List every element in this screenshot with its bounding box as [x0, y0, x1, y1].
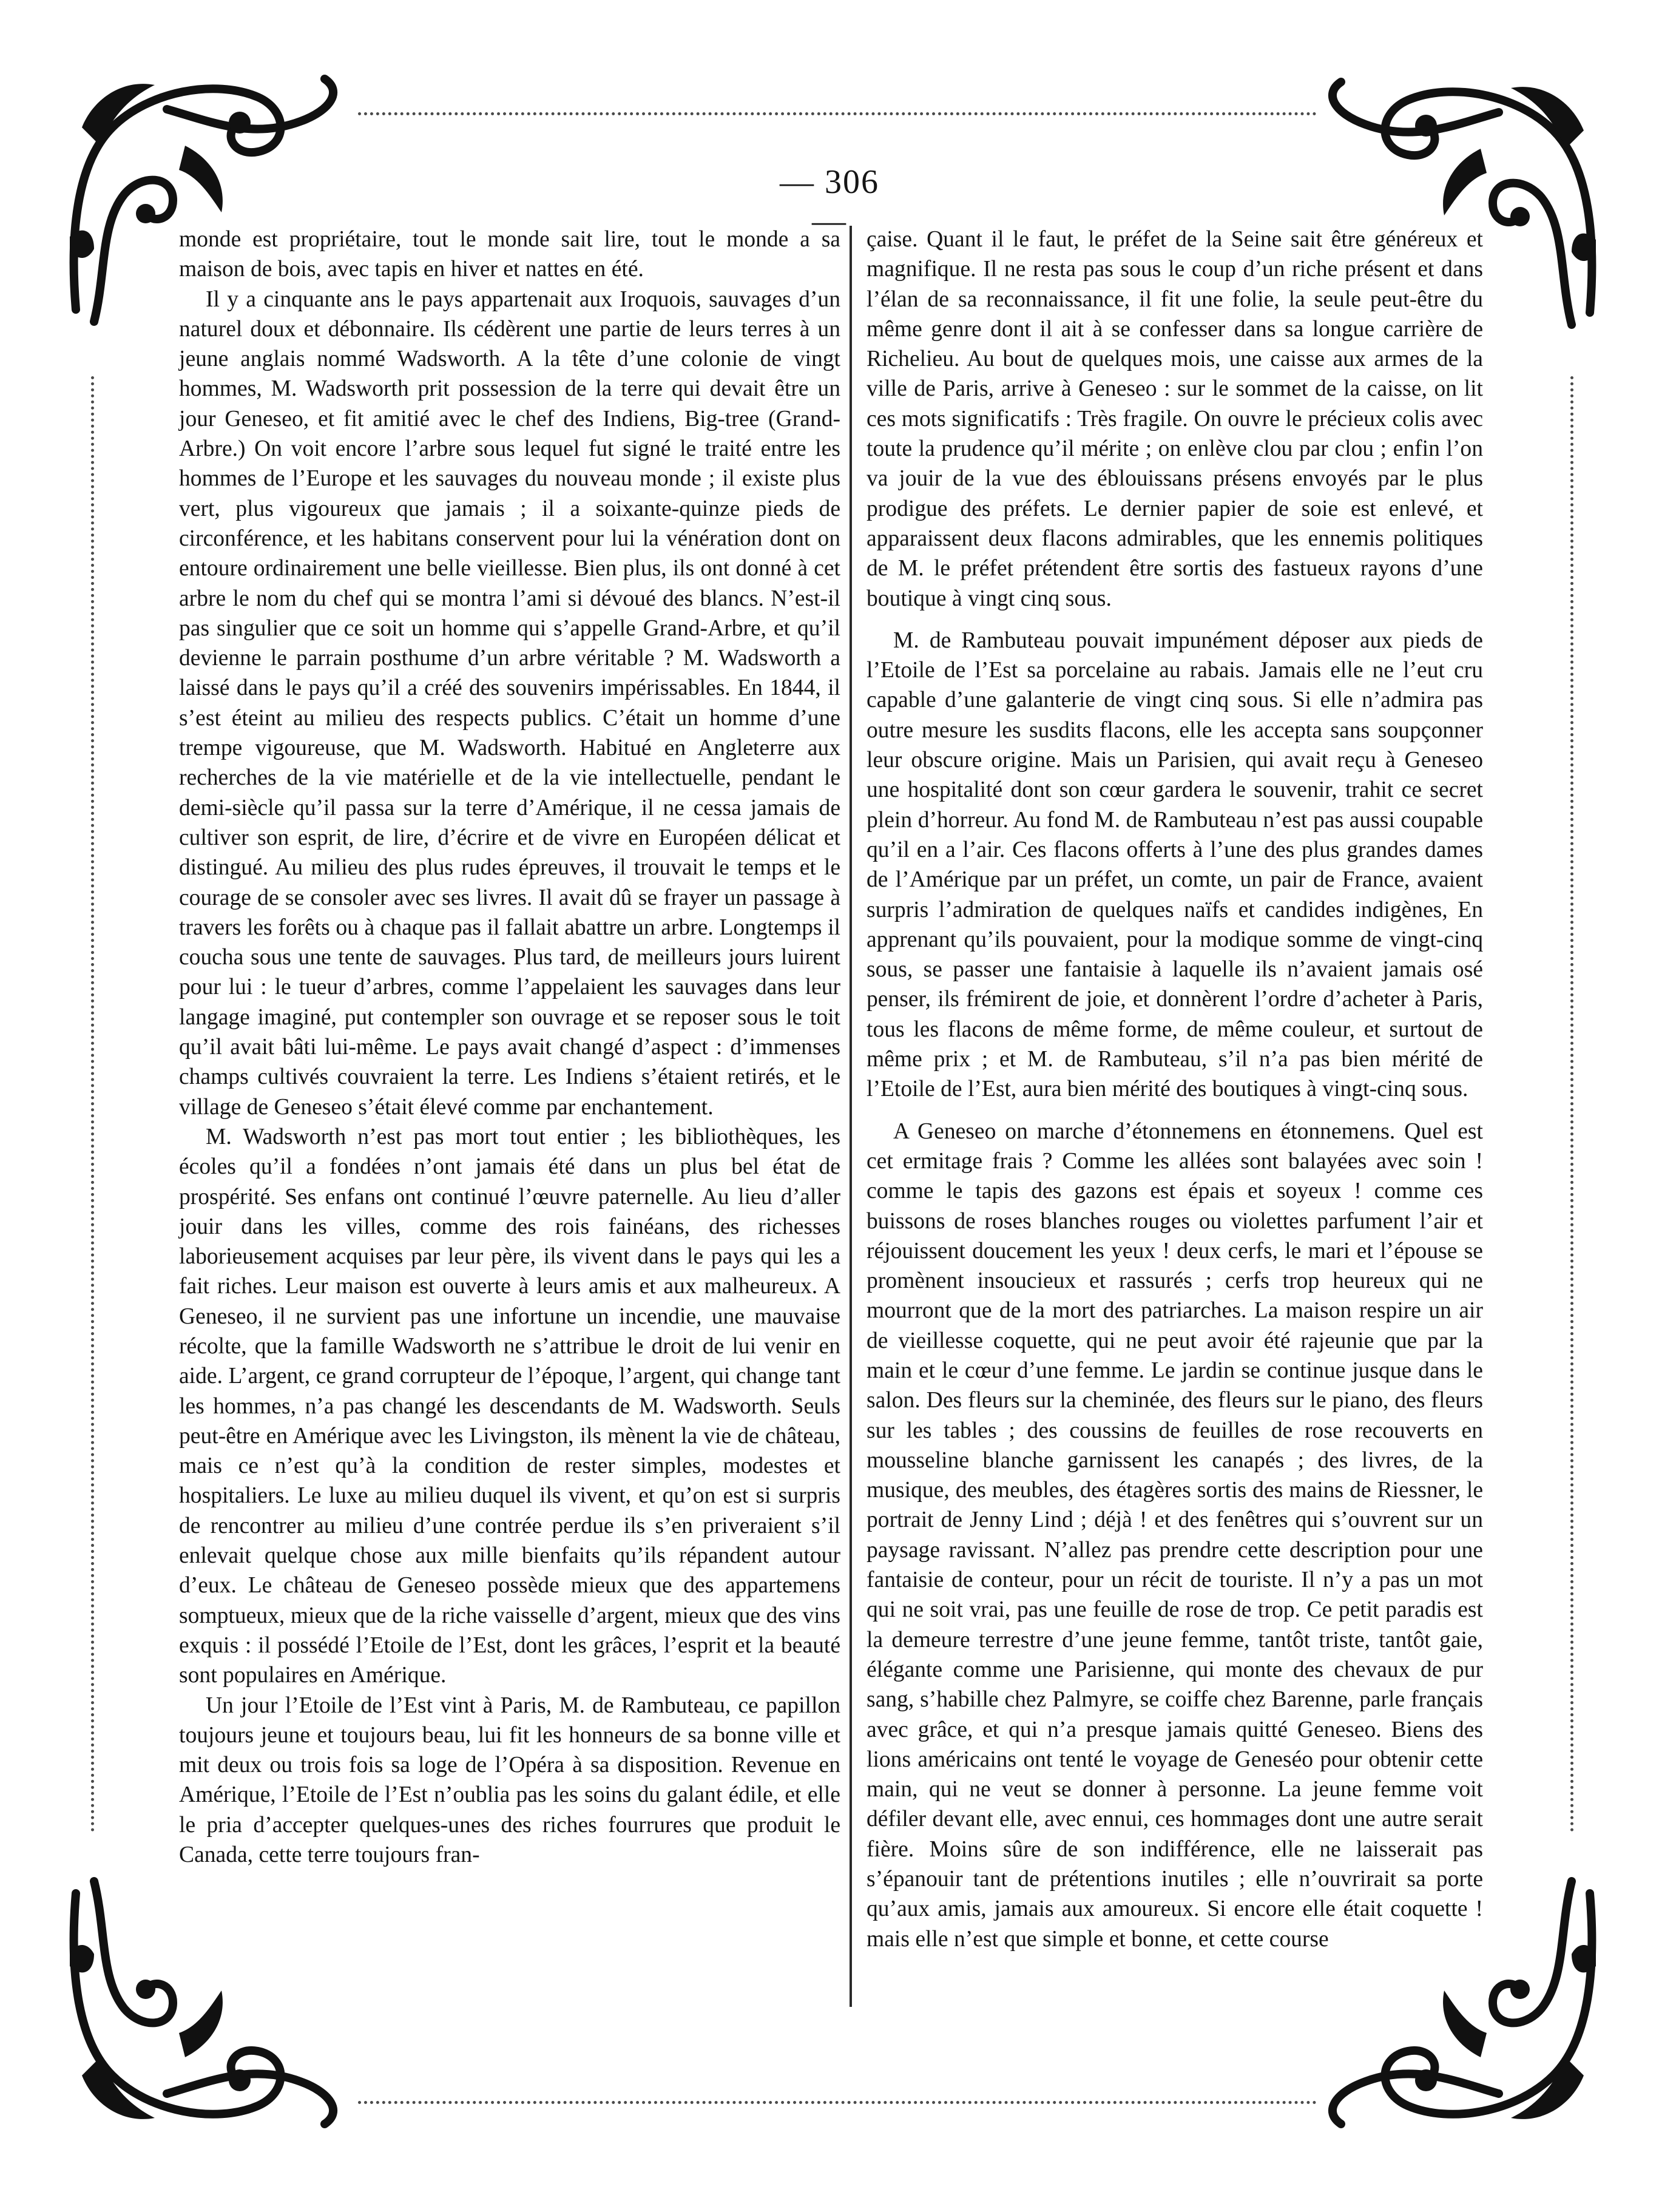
right-paragraph-3: A Geneseo on marche d’étonnemens en étonnemens. Quel est cet ermitage frais ? Comme les allées sont balayées avec soin ! comme le tapis des gazons est épais et soyeux ! comme ces buissons de roses blanches rouges ou violettes parfument l’air et réjouissent doucement les yeux ! deux cerfs, le mari et l’épouse se promènent insoucieux et rassurés ; cerfs trop heureux qui ne mourront que de la mort des patriarches. La maison respire un air de vieillesse coquette, qui ne peut avoir été rajeunie que par la main et le cœur d’une femme. Le jardin se continue jusque dans le salon. Des fleurs sur la cheminée, des fleurs sur le piano, des fleurs sur les tables ; des coussins de feuilles de rose recouverts en mousseline blanche garnissent les canapés ; des livres, de la musique, des meubles, des étagères sortis des mains de Riessner, le portrait de Jenny Lind ; déjà ! et des fenêtres qui s’ouvrent sur un paysage ravissant. N’allez pas prendre cette description pour une fantaisie de conteur, pour un récit de touriste. Il n’y a pas un mot qui ne soit vrai, pas une feuille de rose de trop. Ce petit paradis est la demeure terrestre d’une jeune femme, tantôt triste, tantôt gaie, élégante comme une Parisienne, qui monte des chevaux de pur sang, s’habille chez Palmyre, se coiffe chez Barenne, parle français avec grâce, et qui n’a presque jamais quitté Geneseo. Biens des lions américains ont tenté le voyage de Geneséo pour obtenir cette main, qui ne veut se donner à personne. La jeune femme voit défiler devant elle, avec ennui, ces hommages dont une autre serait fière. Moins sûre de son indifférence, elle ne laisserait pas s’épanouir tant de prétentions inutiles ; elle n’ouvrirait sa porte qu’aux amis, jamais aux amoureux. Si encore elle était coquette ! mais elle n’est que simple et bonne, et cette course — [867, 1118, 1483, 1952]
left-paragraph-2: Il y a cinquante ans le pays appartenait aux Iroquois, sauvages d’un naturel doux et débonnaire. Ils cédèrent une partie de leurs terres à un jeune anglais nommé Wadsworth. A la tête d’une colonie de vingt hommes, M. Wadsworth prit possession de la terre qui devait être un jour Geneseo, et fit amitié avec le chef des Indiens, Big-tree (Grand-Arbre.) On voit encore l’arbre sous lequel fut signé le traité entre les hommes de l’Europe et les sauvages du nouveau monde ; il existe plus vert, plus vigoureux que jamais ; il a soixante-quinze pieds de circonférence, et les habitans conservent pour lui la vénération dont on entoure ordinairement une belle vieillesse. Bien plus, ils ont donné à cet arbre le nom du chef qui se montra l’ami si dévoué des blancs. N’est-il pas singulier que ce soit un homme qui s’appelle Grand-Arbre, et qu’il devienne le parrain posthume d’un arbre véritable ? M. Wadsworth a laissé dans le pays qu’il a créé des souvenirs impérissables. En 1844, il s’est éteint au milieu des respects publics. C’était un homme d’une trempe vigoureuse, que M. Wadsworth. Habitué en Angleterre aux recherches de la vie matérielle et de la vie intellectuelle, pendant le demi-siècle qu’il passa sur la terre d’Amérique, il ne cessa jamais de cultiver son esprit, de lire, d’écrire et de vivre en Européen délicat et distingué. Au milieu des plus rudes épreuves, il trouvait le temps et le courage de se consoler avec ses livres. Il avait dû se frayer un passage à travers les forêts ou à chaque pas il fallait abattre un arbre. Longtemps il coucha sous une tente de sauvages. Plus tard, de meilleurs jours luirent pour lui : le tueur d’arbres, comme l’appelaient les sauvages dans leur langage imaginé, put contempler son ouvrage et se reposer sous le toit qu’il avait bâti lui-même. Le pays avait changé d’aspect : d’immenses champs cultivés couvraient la terre. Les Indiens s’étaient retirés, et le village de Geneseo s’était élevé comme par enchantement. — [179, 286, 840, 1120]
left-border-rule — [91, 376, 94, 1833]
top-border-rule — [358, 112, 1317, 115]
page-number: — 306 — — [780, 163, 879, 240]
column-divider — [850, 226, 852, 2007]
left-paragraph-3: M. Wadsworth n’est pas mort tout entier ; les bibliothèques, les écoles qu’il a fondées n’ont jamais été dans un plus bel état de prospérité. Ses enfans ont continué l’œuvre paternelle. Au lieu d’aller jouir dans les villes, comme des rois fainéans, des richesses laborieusement acquises par leur père, ils vivent dans le pays qui les a fait riches. Leur maison est ouverte à leurs amis et aux malheureux. A Geneseo, il ne survient pas une infortune un incendie, une mauvaise récolte, que la famille Wadsworth ne s’attribue le droit de lui venir en aide. L’argent, ce grand corrupteur de l’époque, l’argent, qui change tant les hommes, n’a pas changé les descendants de M. Wadsworth. Seuls peut-être en Amérique avec les Livingston, ils mènent la vie de château, mais ce n’est qu’à la condition de rester simples, modestes et hospitaliers. Le luxe au milieu duquel ils vivent, et qu’on est si surpris de rencontrer au milieu d’une contrée perdue ils s’en priveraient s’il enlevait quelque chose aux mille bienfaits qu’ils répandent autour d’eux. Le château de Geneseo possède mieux que des appartemens somptueux, mieux que de la riche vaisselle d’argent, mieux que des vins exquis : il possédé l’Etoile de l’Est, dont les grâces, l’esprit et la beauté sont populaires en Amérique. — [179, 1124, 840, 1688]
left-paragraph-1: monde est propriétaire, tout le monde sait lire, tout le monde a sa maison de bois, avec tapis en hiver et nattes en été. — [179, 227, 840, 282]
right-border-rule — [1570, 376, 1573, 1833]
corner-ornament-bottom-left — [58, 1869, 361, 2148]
right-paragraph-2: M. de Rambuteau pouvait impunément déposer aux pieds de l’Etoile de l’Est sa porcelaine au rabais. Jamais elle ne l’eut cru capable d’une galanterie de vingt cinq sous. Si elle n’admira pas outre mesure les susdits flacons, elle les accepta sans soupçonner leur obscure origine. Mais un Parisien, qui avait reçu à Geneseo une hospitalité dont son cœur gardera le souvenir, trahit ce secret plein d’horreur. Au fond M. de Rambuteau n’est pas aussi coupable qu’il en a l’air. Ces flacons offerts à l’une des plus grandes dames de l’Amérique par un préfet, un comte, un pair de France, avaient surpris l’admiration de quelques naïfs et candides indigènes, En apprenant qu’ils pouvaient, pour la modique somme de vingt-cinq sous, se passer une fantaisie à laquelle ils n’avaient jamais osé penser, ils frémirent de joie, et donnèrent l’ordre d’acheter à Paris, tous les flacons de même forme, de même couleur, et surtout de même prix ; et M. de Rambuteau, s’il n’a pas bien mérité de l’Etoile de l’Est, aura bien mérité des boutiques à vingt-cinq sous. — [867, 627, 1483, 1102]
left-paragraph-4: Un jour l’Etoile de l’Est vint à Paris, M. de Rambuteau, ce papillon toujours jeune et toujours beau, lui fit les honneurs de sa bonne ville et mit deux ou trois fois sa loge de l’Opéra à sa disposition. Revenue en Amérique, l’Etoile de l’Est n’oublia pas les soins du galant édile, et elle le pria d’accepter quelques-unes des riches fourrures que produit le Canada, cette terre toujours fran- — [179, 1693, 840, 1868]
right-column — [867, 225, 1483, 1954]
right-paragraph-1: çaise. Quant il le faut, le préfet de la Seine sait être généreux et magnifique. Il ne resta pas sous le coup d’un riche présent et dans l’élan de sa reconnaissance, il fit une folie, la seule peut-être du même genre dont il ait à se confesser dans sa longue carrière de Richelieu. Au bout de quelques mois, une caisse aux armes de la ville de Paris, arrive à Geneseo : sur le sommet de la caisse, on lit ces mots significatifs : Très fragile. On ouvre le précieux colis avec toute la prudence qu’il mérite ; on enlève clou par clou ; enfin l’on va jouir de la vue des éblouissans présens envoyés par le plus prodigue des préfets. Le dernier papier de soie est enlevé, et apparaissent deux flacons admirables, que les ennemis politiques de M. le préfet prétendent être sortis des fastueux rayons d’une boutique à vingt cinq sous. — [867, 227, 1483, 611]
left-column — [179, 225, 840, 1870]
bottom-border-rule — [358, 2101, 1317, 2104]
